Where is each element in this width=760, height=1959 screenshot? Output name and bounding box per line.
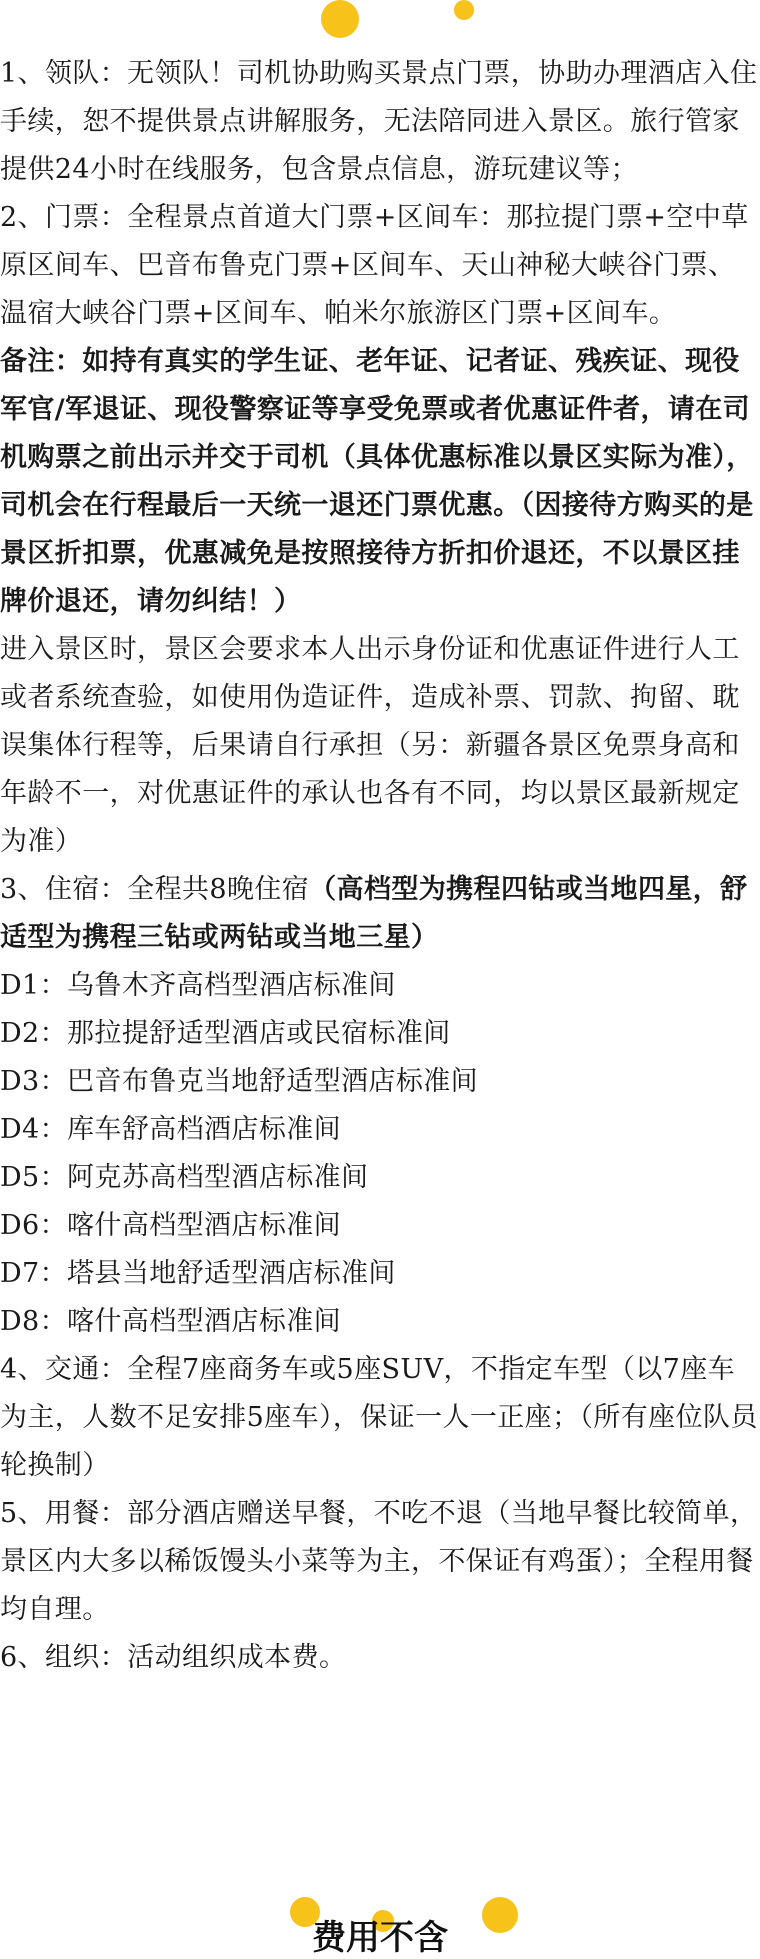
hotel-day-2: D2：那拉提舒适型酒店或民宿标准间 — [0, 1018, 451, 1049]
remarks-discount: 备注：如持有真实的学生证、老年证、记者证、残疾证、现役军官/军退证、现役警察证等享受免票或者优惠证件者，请在司机购票之前出示并交于司机（具体优惠标准以景区实际为准），司机会在行程最后一天统一退还门票优惠。（因接待方购买的是景区折扣票，优惠减免是按照接待方折扣价退还，不以景区挂牌价退还，请勿纠结！） — [0, 346, 754, 617]
accommodation-label: 3、住宿：全程共8晚住宿 — [0, 874, 310, 905]
decor-dot-large — [321, 0, 359, 38]
note-id-check: 进入景区时，景区会要求本人出示身份证和优惠证件进行人工或者系统查验，如使用伪造证件，造成补票、罚款、拘留、耽误集体行程等，后果请自行承担（另：新疆各景区免票身高和年龄不一，对优惠证件的承认也各有不同，均以景区最新规定为准） — [0, 634, 740, 857]
hotel-day-5: D5：阿克苏高档型酒店标准间 — [0, 1162, 369, 1193]
item-tickets: 2、门票：全程景点首道大门票+区间车：那拉提门票+空中草原区间车、巴音布鲁克门票+区间车、天山神秘大峡谷门票、温宿大峡谷门票+区间车、帕米尔旅游区门票+区间车。 — [0, 202, 749, 329]
section-heading-fee-excludes: 费用不含 — [312, 1918, 448, 1958]
hotel-day-3: D3：巴音布鲁克当地舒适型酒店标准间 — [0, 1066, 479, 1097]
hotel-day-8: D8：喀什高档型酒店标准间 — [0, 1306, 342, 1337]
accommodation-grade-note: （高档型为携程四钻或当地四星，舒适型为携程三钻或两钻或当地三星） — [0, 874, 748, 953]
hotel-day-1: D1：乌鲁木齐高档型酒店标准间 — [0, 970, 396, 1001]
item-transport: 4、交通：全程7座商务车或5座SUV，不指定车型（以7座车为主，人数不足安排5座车），保证一人一正座；（所有座位队员轮换制） — [0, 1354, 758, 1481]
fee-includes-list — [0, 50, 760, 1682]
item-organization: 6、组织：活动组织成本费。 — [0, 1642, 347, 1673]
hotel-day-6: D6：喀什高档型酒店标准间 — [0, 1210, 342, 1241]
item-accommodation — [0, 866, 760, 962]
item-meals: 5、用餐：部分酒店赠送早餐，不吃不退（当地早餐比较简单，景区内大多以稀饭馒头小菜等为主，不保证有鸡蛋）；全程用餐均自理。 — [0, 1498, 758, 1625]
decor-dot-small — [454, 0, 474, 20]
hotel-day-7: D7：塔县当地舒适型酒店标准间 — [0, 1258, 396, 1289]
item-leader: 1、领队：无领队！司机协助购买景点门票，协助办理酒店入住手续，恕不提供景点讲解服务，无法陪同进入景区。旅行管家提供24小时在线服务，包含景点信息，游玩建议等； — [0, 58, 758, 185]
hotel-day-4: D4：库车舒高档酒店标准间 — [0, 1114, 342, 1145]
